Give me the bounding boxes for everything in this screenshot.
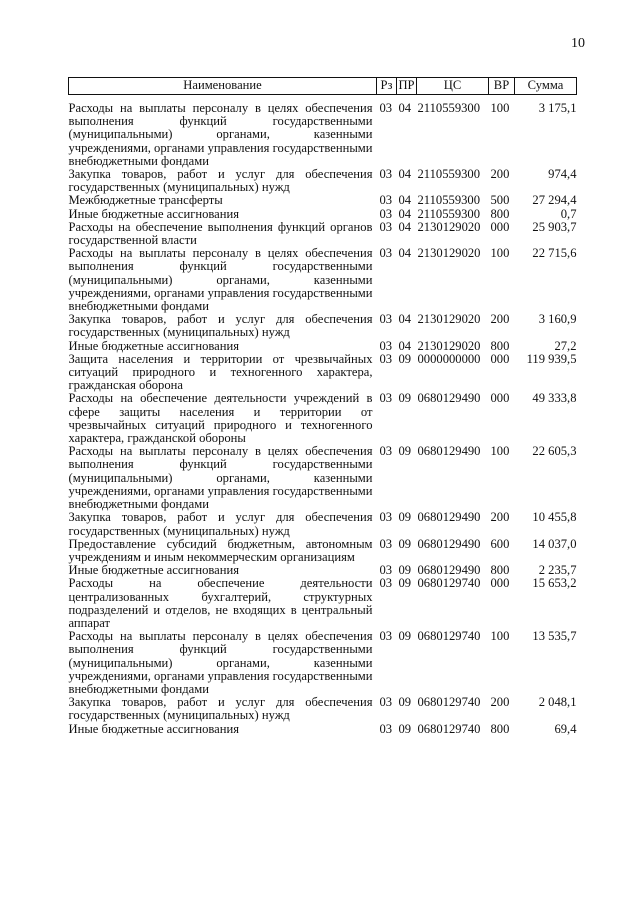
cell-pr: 09 bbox=[398, 351, 412, 366]
cell-name: Иные бюджетные ассигнования bbox=[68, 721, 240, 736]
cell-rz: 03 bbox=[379, 101, 393, 115]
table-row bbox=[69, 340, 577, 353]
header-rz: Рз bbox=[377, 78, 397, 95]
cell-name: Расходы на обеспечение деятельности учреждений в сфере защиты населения и территории от чрезвычайных ситуаций природного и техногенного характера, гражданской обороны bbox=[68, 391, 373, 446]
cell-rz: 03 bbox=[379, 351, 393, 366]
cell-rz: 03 bbox=[379, 193, 393, 208]
cell-cs: 2130129020 bbox=[417, 338, 481, 353]
table-row bbox=[69, 208, 577, 221]
table-row bbox=[69, 630, 577, 696]
header-pr: ПР bbox=[397, 78, 417, 95]
cell-vr: 800 bbox=[490, 206, 510, 221]
cell-name: Расходы на обеспечение выполнения функций органов государственной власти bbox=[68, 219, 373, 248]
cell-cs: 0680129490 bbox=[417, 536, 481, 551]
cell-name: Закупка товаров, работ и услуг для обеспечения государственных (муниципальных) нужд bbox=[68, 510, 373, 538]
cell-sum: 69,4 bbox=[554, 721, 577, 736]
cell-vr: 600 bbox=[490, 536, 510, 551]
cell-name: Иные бюджетные ассигнования bbox=[68, 206, 240, 221]
cell-rz: 03 bbox=[379, 444, 393, 459]
cell-name: Закупка товаров, работ и услуг для обеспечения государственных (муниципальных) нужд bbox=[68, 695, 373, 723]
cell-cs: 2130129020 bbox=[417, 312, 481, 327]
cell-rz: 03 bbox=[379, 391, 393, 406]
cell-pr: 04 bbox=[398, 246, 412, 261]
cell-cs: 2110559300 bbox=[417, 206, 481, 221]
cell-rz: 03 bbox=[379, 629, 393, 644]
cell-sum: 13 535,7 bbox=[532, 629, 577, 644]
cell-sum: 27,2 bbox=[554, 338, 577, 353]
cell-pr: 09 bbox=[398, 721, 412, 736]
cell-name: Иные бюджетные ассигнования bbox=[68, 338, 240, 353]
budget-table bbox=[68, 77, 577, 736]
cell-cs: 0680129490 bbox=[417, 444, 481, 459]
cell-name: Предоставление субсидий бюджетным, автономным учреждениям и иным некоммерческим организациям bbox=[68, 536, 373, 564]
cell-pr: 04 bbox=[398, 101, 412, 115]
cell-sum: 2 048,1 bbox=[538, 695, 577, 710]
cell-pr: 09 bbox=[398, 510, 412, 525]
table-row bbox=[69, 577, 577, 630]
cell-name: Расходы на выплаты персоналу в целях обеспечения выполнения функций государственными (муниципальными) органами, казенными учреждениями, органами управления государственными внебюджетными фондами bbox=[68, 246, 373, 314]
cell-pr: 04 bbox=[398, 312, 412, 327]
cell-pr: 09 bbox=[398, 695, 412, 710]
cell-rz: 03 bbox=[379, 576, 393, 591]
cell-cs: 0680129740 bbox=[417, 629, 481, 644]
cell-cs: 2130129020 bbox=[417, 219, 481, 234]
table-row bbox=[69, 723, 577, 736]
table-row bbox=[69, 538, 577, 564]
cell-pr: 04 bbox=[398, 193, 412, 208]
header-cs: ЦС bbox=[417, 78, 489, 95]
cell-cs: 0680129740 bbox=[417, 721, 481, 736]
cell-sum: 0,7 bbox=[560, 206, 577, 221]
table-row bbox=[69, 445, 577, 511]
header-vr: ВР bbox=[489, 78, 515, 95]
cell-name: Закупка товаров, работ и услуг для обеспечения государственных (муниципальных) нужд bbox=[68, 312, 373, 340]
header-name: Наименование bbox=[69, 78, 377, 95]
cell-rz: 03 bbox=[379, 510, 393, 525]
cell-vr: 000 bbox=[490, 576, 510, 591]
cell-vr: 200 bbox=[490, 510, 510, 525]
cell-name: Расходы на выплаты персоналу в целях обеспечения выполнения функций государственными (муниципальными) органами, казенными учреждениями, органами управления государственными внебюджетными фондами bbox=[68, 444, 373, 512]
cell-cs: 0680129490 bbox=[417, 563, 481, 578]
cell-name: Межбюджетные трансферты bbox=[68, 193, 223, 208]
cell-rz: 03 bbox=[379, 167, 393, 182]
cell-vr: 000 bbox=[490, 351, 510, 366]
cell-sum: 974,4 bbox=[548, 167, 577, 182]
cell-rz: 03 bbox=[379, 219, 393, 234]
cell-sum: 10 455,8 bbox=[532, 510, 577, 525]
cell-cs: 0680129740 bbox=[417, 576, 481, 591]
cell-cs: 2110559300 bbox=[417, 101, 481, 115]
cell-sum: 3 160,9 bbox=[538, 312, 577, 327]
header-sum: Сумма bbox=[515, 78, 577, 95]
cell-sum: 22 715,6 bbox=[532, 246, 577, 261]
cell-pr: 04 bbox=[398, 219, 412, 234]
table-row bbox=[69, 511, 577, 537]
cell-name: Закупка товаров, работ и услуг для обеспечения государственных (муниципальных) нужд bbox=[68, 167, 373, 195]
cell-sum: 15 653,2 bbox=[532, 576, 577, 591]
table-row bbox=[69, 168, 577, 194]
cell-sum: 27 294,4 bbox=[532, 193, 577, 208]
cell-vr: 800 bbox=[490, 721, 510, 736]
cell-rz: 03 bbox=[379, 312, 393, 327]
table-row bbox=[69, 247, 577, 313]
cell-rz: 03 bbox=[379, 536, 393, 551]
page-number: 10 bbox=[571, 36, 585, 51]
cell-vr: 100 bbox=[490, 444, 510, 459]
cell-sum: 3 175,1 bbox=[538, 101, 577, 115]
cell-name: Расходы на выплаты персоналу в целях обеспечения выполнения функций государственными (муниципальными) органами, казенными учреждениями, органами управления государственными внебюджетными фондами bbox=[68, 101, 373, 168]
cell-sum: 14 037,0 bbox=[532, 536, 577, 551]
cell-cs: 2130129020 bbox=[417, 246, 481, 261]
cell-rz: 03 bbox=[379, 246, 393, 261]
cell-pr: 09 bbox=[398, 563, 412, 578]
table-row bbox=[69, 696, 577, 722]
cell-vr: 800 bbox=[490, 563, 510, 578]
cell-vr: 000 bbox=[490, 219, 510, 234]
cell-name: Защита населения и территории от чрезвычайных ситуаций природного и техногенного характера, гражданская оборона bbox=[68, 351, 373, 393]
table-row bbox=[69, 353, 577, 393]
header-row bbox=[69, 78, 577, 95]
cell-vr: 200 bbox=[490, 695, 510, 710]
cell-vr: 500 bbox=[490, 193, 510, 208]
cell-rz: 03 bbox=[379, 563, 393, 578]
cell-pr: 09 bbox=[398, 629, 412, 644]
cell-vr: 100 bbox=[490, 246, 510, 261]
cell-sum: 25 903,7 bbox=[532, 219, 577, 234]
cell-vr: 000 bbox=[490, 391, 510, 406]
cell-vr: 200 bbox=[490, 312, 510, 327]
cell-pr: 04 bbox=[398, 338, 412, 353]
cell-pr: 09 bbox=[398, 444, 412, 459]
cell-vr: 100 bbox=[490, 101, 510, 115]
cell-pr: 09 bbox=[398, 576, 412, 591]
cell-rz: 03 bbox=[379, 695, 393, 710]
cell-pr: 04 bbox=[398, 167, 412, 182]
cell-pr: 09 bbox=[398, 536, 412, 551]
table-row bbox=[69, 313, 577, 339]
table-header bbox=[69, 78, 577, 95]
cell-sum: 2 235,7 bbox=[538, 563, 577, 578]
cell-cs: 0000000000 bbox=[417, 351, 481, 366]
cell-cs: 0680129490 bbox=[417, 510, 481, 525]
cell-sum: 49 333,8 bbox=[532, 391, 577, 406]
cell-rz: 03 bbox=[379, 721, 393, 736]
table-body bbox=[69, 95, 577, 736]
cell-sum: 119 939,5 bbox=[526, 351, 577, 366]
cell-rz: 03 bbox=[379, 338, 393, 353]
cell-vr: 800 bbox=[490, 338, 510, 353]
cell-cs: 2110559300 bbox=[417, 193, 481, 208]
cell-cs: 0680129490 bbox=[417, 391, 481, 406]
table-row bbox=[69, 194, 577, 207]
cell-vr: 200 bbox=[490, 167, 510, 182]
cell-cs: 2110559300 bbox=[417, 167, 481, 182]
cell-rz: 03 bbox=[379, 206, 393, 221]
cell-pr: 04 bbox=[398, 206, 412, 221]
cell-name: Расходы на выплаты персоналу в целях обеспечения выполнения функций государственными (муниципальными) органами, казенными учреждениями, органами управления государственными внебюджетными фондами bbox=[68, 629, 373, 696]
cell-vr: 100 bbox=[490, 629, 510, 644]
table-row bbox=[69, 221, 577, 247]
cell-sum: 22 605,3 bbox=[532, 444, 577, 459]
cell-pr: 09 bbox=[398, 391, 412, 406]
table-row bbox=[69, 95, 577, 169]
cell-cs: 0680129740 bbox=[417, 695, 481, 710]
cell-name: Иные бюджетные ассигнования bbox=[68, 563, 240, 578]
cell-name: Расходы на обеспечение деятельности централизованных бухгалтерий, структурных подразделений и отделов, не входящих в центральный аппарат bbox=[68, 576, 373, 630]
table-row bbox=[69, 392, 577, 445]
